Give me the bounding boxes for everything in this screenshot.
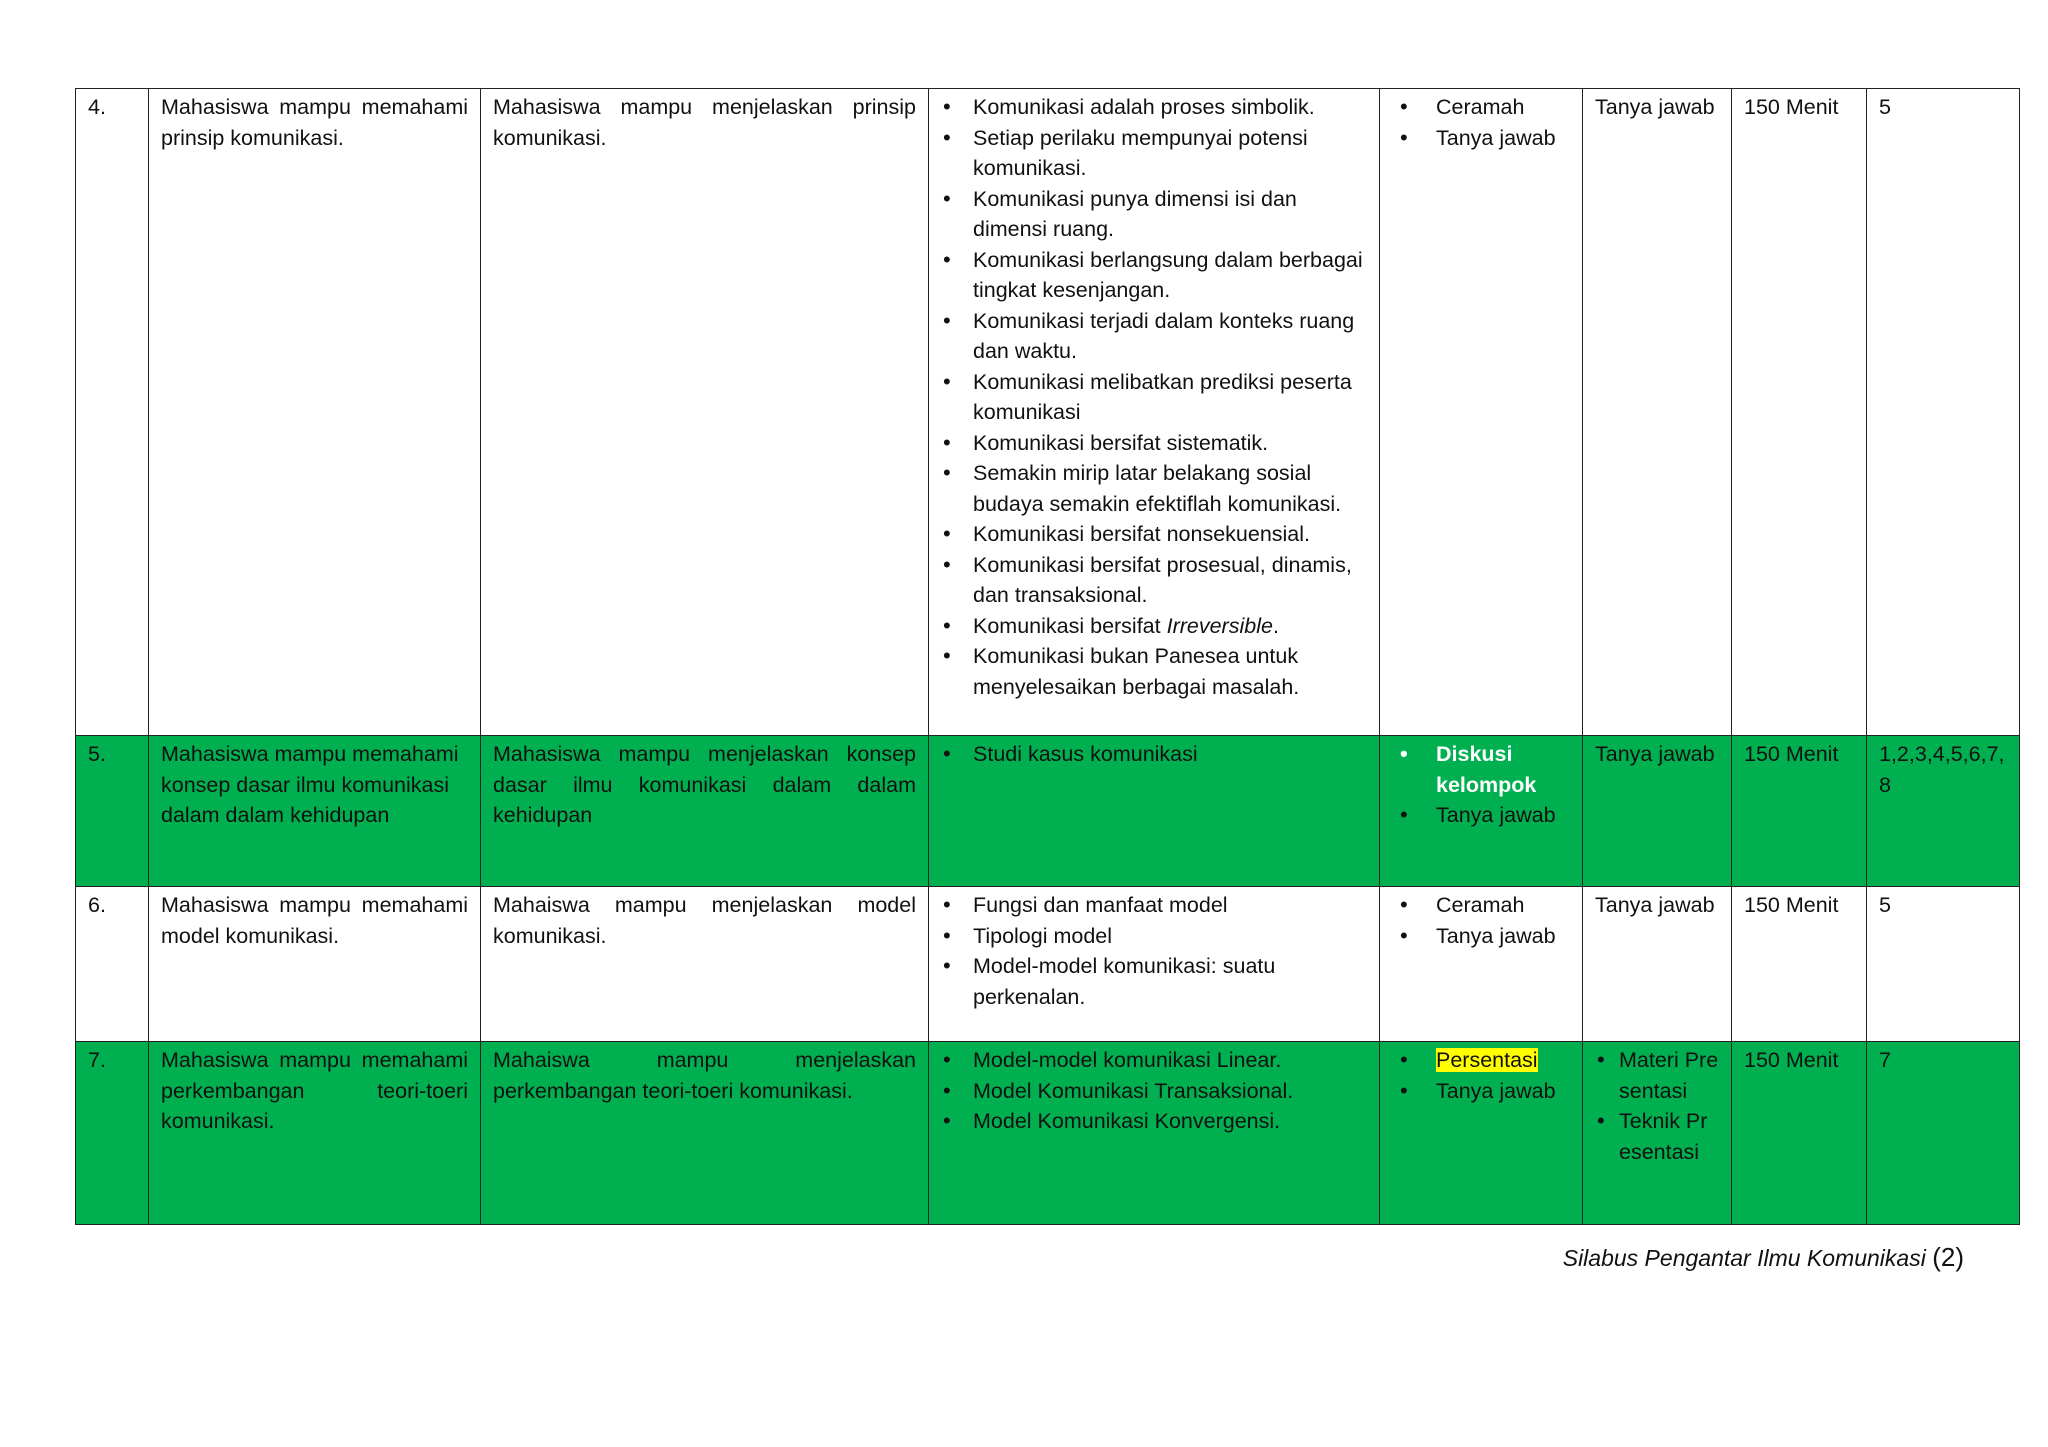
kemampuan-cell: Mahasiswa mampu memahami perkembangan teori-toeri komunikasi. <box>149 1042 481 1225</box>
row-number: 7. <box>76 1042 149 1225</box>
referensi-cell: 5 <box>1867 89 2020 736</box>
list-item: • Ceramah <box>1392 890 1570 921</box>
row-number: 6. <box>76 887 149 1042</box>
evaluasi-cell: Tanya jawab <box>1583 89 1732 736</box>
table-row <box>76 736 2020 887</box>
referensi-cell: 1,2,3,4,5,6,7,8 <box>1867 736 2020 887</box>
kemampuan-cell: Mahasiswa mampu memahami konsep dasar ilmu komunikasi dalam dalam kehidupan <box>149 736 481 887</box>
evaluasi-cell: Tanya jawab <box>1583 736 1732 887</box>
list-item: • Model-model komunikasi Linear. <box>941 1045 1367 1076</box>
footer-title: Silabus Pengantar Ilmu Komunikasi <box>1562 1245 1926 1271</box>
list-item: • Komunikasi berlangsung dalam berbagai tingkat kesenjangan. <box>941 245 1367 306</box>
list-item-text: Komunikasi bersifat <box>973 613 1167 638</box>
list-item: • Komunikasi bersifat nonsekuensial. <box>941 519 1367 550</box>
list-item: • Komunikasi bersifat prosesual, dinamis, dan transaksional. <box>941 550 1367 611</box>
metode-cell <box>1380 736 1583 887</box>
list-item: • Tanya jawab <box>1392 123 1570 154</box>
list-item: • Komunikasi bukan Panesea untuk menyelesaikan berbagai masalah. <box>941 641 1367 702</box>
table-row <box>76 1042 2020 1225</box>
list-item: • Komunikasi adalah proses simbolik. <box>941 92 1367 123</box>
referensi-cell: 7 <box>1867 1042 2020 1225</box>
row-number: 4. <box>76 89 149 736</box>
list-item: • Model Komunikasi Transaksional. <box>941 1076 1367 1107</box>
list-item: • Tipologi model <box>941 921 1367 952</box>
table-row <box>76 89 2020 736</box>
indikator-cell: Mahaiswa mampu menjelaskan perkembangan teori-toeri komunikasi. <box>481 1042 929 1225</box>
list-item: • Komunikasi terjadi dalam konteks ruang dan waktu. <box>941 306 1367 367</box>
list-item: • Materi Presentasi <box>1595 1045 1719 1106</box>
italic-term: Irreversible <box>1166 613 1273 638</box>
syllabus-table <box>75 88 2020 1225</box>
list-item: • Komunikasi bersifat sistematik. <box>941 428 1367 459</box>
metode-cell <box>1380 1042 1583 1225</box>
list-item <box>1392 1045 1570 1076</box>
materi-cell <box>929 736 1380 887</box>
list-item: • Model Komunikasi Konvergensi. <box>941 1106 1367 1137</box>
highlighted-text: Persentasi <box>1436 1048 1538 1072</box>
list-item: • Semakin mirip latar belakang sosial budaya semakin efektiflah komunikasi. <box>941 458 1367 519</box>
indikator-cell: Mahasiswa mampu menjelaskan konsep dasar ilmu komunikasi dalam dalam kehidupan <box>481 736 929 887</box>
list-item: • Tanya jawab <box>1392 800 1570 831</box>
list-item: • Tanya jawab <box>1392 921 1570 952</box>
list-item: • Ceramah <box>1392 92 1570 123</box>
page-number: (2) <box>1932 1242 1964 1272</box>
waktu-cell: 150 Menit <box>1732 736 1867 887</box>
indikator-cell: Mahasiswa mampu menjelaskan prinsip komunikasi. <box>481 89 929 736</box>
metode-cell <box>1380 887 1583 1042</box>
list-item: • Setiap perilaku mempunyai potensi komunikasi. <box>941 123 1367 184</box>
page-footer <box>1563 1242 1964 1273</box>
list-item: • Teknik Presentasi <box>1595 1106 1719 1167</box>
list-item <box>941 611 1367 642</box>
evaluasi-cell <box>1583 1042 1732 1225</box>
referensi-cell: 5 <box>1867 887 2020 1042</box>
waktu-cell: 150 Menit <box>1732 1042 1867 1225</box>
indikator-cell: Mahaiswa mampu menjelaskan model komunikasi. <box>481 887 929 1042</box>
row-number: 5. <box>76 736 149 887</box>
list-item: • Komunikasi punya dimensi isi dan dimensi ruang. <box>941 184 1367 245</box>
waktu-cell: 150 Menit <box>1732 89 1867 736</box>
evaluasi-cell: Tanya jawab <box>1583 887 1732 1042</box>
materi-cell <box>929 887 1380 1042</box>
list-item: • Tanya jawab <box>1392 1076 1570 1107</box>
materi-cell <box>929 1042 1380 1225</box>
table-row <box>76 887 2020 1042</box>
waktu-cell: 150 Menit <box>1732 887 1867 1042</box>
list-item: • Fungsi dan manfaat model <box>941 890 1367 921</box>
kemampuan-cell: Mahasiswa mampu memahami prinsip komunikasi. <box>149 89 481 736</box>
kemampuan-cell: Mahasiswa mampu memahami model komunikasi. <box>149 887 481 1042</box>
list-item: • Studi kasus komunikasi <box>941 739 1367 770</box>
list-item: • Model-model komunikasi: suatu perkenalan. <box>941 951 1367 1012</box>
metode-cell <box>1380 89 1583 736</box>
list-item: • Komunikasi melibatkan prediksi peserta komunikasi <box>941 367 1367 428</box>
list-item-suffix: . <box>1272 613 1279 638</box>
materi-cell <box>929 89 1380 736</box>
list-item: • Diskusi kelompok <box>1392 739 1570 800</box>
